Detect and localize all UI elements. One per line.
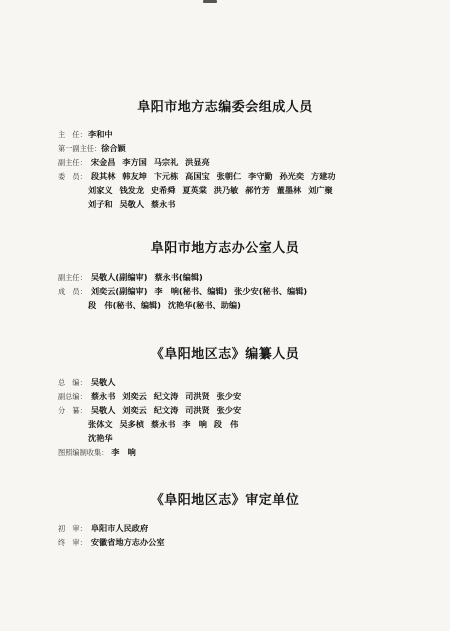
role-label: 副主任： <box>58 273 87 282</box>
person-name: 夏英棠 <box>182 185 207 195</box>
section-title-office: 阜阳市地方志办公室人员 <box>150 241 300 256</box>
committee-members-line-3 <box>88 199 179 210</box>
person-name: 蔡永书 <box>150 419 176 429</box>
scan-mark <box>203 0 217 3</box>
section-title-compilers: 《阜阳地区志》编纂人员 <box>150 347 300 362</box>
person-name: 李 响(秘书、编辑) <box>154 286 228 296</box>
person-name: 刘广聚 <box>308 185 333 195</box>
role-label: 分 纂： <box>58 406 87 415</box>
organization-name: 安徽省地方志办公室 <box>90 537 165 547</box>
person-name: 刘奕云(副编审) <box>90 286 148 296</box>
initial-review-line <box>58 523 152 534</box>
person-name: 董墨林 <box>276 185 302 195</box>
chief-editor-line <box>58 377 119 388</box>
person-name: 段 伟(秘书、编辑) <box>88 300 161 310</box>
person-name: 张朝仁 <box>216 171 242 181</box>
role-label: 终 审： <box>58 538 87 547</box>
person-name: 吴敬人(副编审) <box>90 272 148 282</box>
person-name: 孙光奕 <box>279 171 305 181</box>
person-name: 卞元栋 <box>153 171 179 181</box>
section-title-committee: 阜阳市地方志编委会组成人员 <box>137 100 313 115</box>
person-name: 吴敬人 <box>119 199 145 209</box>
role-label: 委 员： <box>58 172 87 181</box>
office-members-line-1 <box>58 286 311 297</box>
committee-director-line <box>58 129 117 140</box>
person-name: 刘奕云 <box>122 405 147 415</box>
person-name: 吴多桢 <box>119 419 145 429</box>
person-name: 张体文 <box>88 419 113 429</box>
section-title-approval: 《阜阳地区志》审定单位 <box>150 493 300 508</box>
person-name: 纪文涛 <box>153 391 179 401</box>
office-deputy-line <box>58 272 207 283</box>
person-name: 张少安 <box>216 391 242 401</box>
committee-first-deputy-line <box>58 143 130 154</box>
person-name: 沈艳华(秘书、助编) <box>167 300 241 310</box>
person-name: 宋金昌 <box>90 157 116 167</box>
role-label: 图照编制收集： <box>58 448 109 457</box>
person-name: 郝竹芳 <box>245 185 270 195</box>
person-name: 李方国 <box>122 157 147 167</box>
person-name: 李 响 <box>182 419 207 429</box>
person-name: 李和中 <box>88 129 113 139</box>
person-name: 吴敬人 <box>90 405 116 415</box>
photo-collector-line <box>58 447 140 458</box>
person-name: 方建功 <box>310 171 336 181</box>
committee-members-line-2 <box>88 185 337 196</box>
person-name: 蔡永书 <box>90 391 116 401</box>
person-name: 纪文涛 <box>153 405 179 415</box>
person-name: 司洪贤 <box>185 391 210 401</box>
role-label: 成 员： <box>58 287 87 296</box>
person-name: 刘子和 <box>88 199 113 209</box>
role-label: 副总编： <box>58 392 87 401</box>
role-label: 总 编： <box>58 378 87 387</box>
office-members-line-2 <box>88 300 245 311</box>
person-name: 马宗礼 <box>153 157 179 167</box>
role-label: 副主任： <box>58 158 87 167</box>
person-name: 蔡永书(编辑) <box>154 272 203 282</box>
person-name: 张少安(秘书、编辑) <box>234 286 308 296</box>
committee-members-line-1 <box>58 171 340 182</box>
person-name: 刘奕云 <box>122 391 147 401</box>
person-name: 蔡永书 <box>150 199 176 209</box>
committee-deputy-line <box>58 157 214 168</box>
person-name: 张少安 <box>216 405 242 415</box>
section-compilers-line-1 <box>58 405 245 416</box>
person-name: 吴敬人 <box>90 377 116 387</box>
person-name: 韩友坤 <box>122 171 147 181</box>
section-compilers-line-3 <box>88 433 117 444</box>
person-name: 段其林 <box>90 171 116 181</box>
person-name: 徐合颖 <box>101 143 126 153</box>
person-name: 高国宝 <box>185 171 210 181</box>
person-name: 李守勤 <box>248 171 273 181</box>
person-name: 洪乃敏 <box>213 185 239 195</box>
final-review-line <box>58 537 169 548</box>
person-name: 沈艳华 <box>88 433 113 443</box>
person-name: 史希舜 <box>150 185 176 195</box>
role-label: 主 任： <box>58 130 87 139</box>
person-name: 钱发龙 <box>119 185 145 195</box>
person-name: 李 响 <box>111 447 136 457</box>
person-name: 段 伟 <box>213 419 239 429</box>
role-label: 第一副主任： <box>58 144 102 153</box>
person-name: 刘家义 <box>88 185 113 195</box>
section-compilers-line-2 <box>88 419 242 430</box>
role-label: 初 审： <box>58 524 87 533</box>
deputy-editor-line <box>58 391 245 402</box>
organization-name: 阜阳市人民政府 <box>90 523 149 533</box>
person-name: 洪显亮 <box>185 157 210 167</box>
person-name: 司洪贤 <box>185 405 210 415</box>
